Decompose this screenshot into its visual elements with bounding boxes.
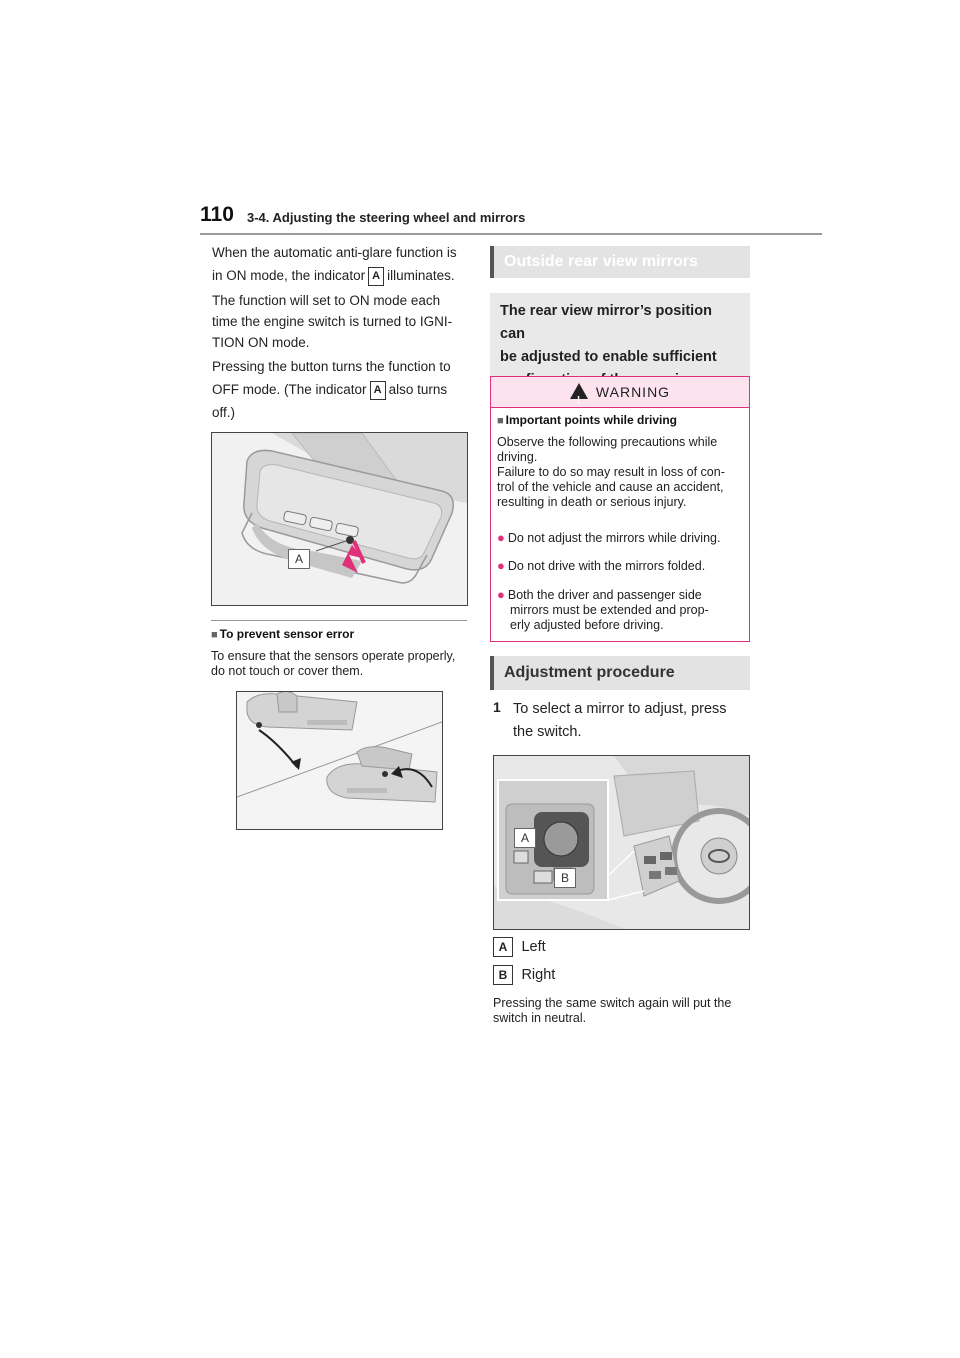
inside-mirror-illustration [212,433,467,605]
warning-header: !WARNING [491,377,749,408]
neutral-note: Pressing the same switch again will put the switch in neutral. [493,996,732,1025]
inside-mirror-figure [211,432,468,606]
figure-label-b: B [554,868,576,888]
anti-glare-paragraph-3: Pressing the button turns the function to OFF mode. (The indicator A also turns off.) [212,359,451,420]
adjustment-procedure-title: Adjustment procedure [490,656,750,690]
section-divider [211,620,467,621]
sensor-body: To ensure that the sensors operate properly, do not touch or cover them. [211,649,456,678]
legend-text-left: Left [521,939,546,955]
page-number: 110 [200,203,234,226]
indicator-a-marker: A [370,381,386,400]
indicator-a-marker: A [368,267,384,286]
figure-label-a: A [288,549,310,569]
legend-key-a: A [493,937,513,957]
section-title: 3-4. Adjusting the steering wheel and mirrors [247,210,526,225]
header-divider [200,233,822,235]
step-1: 1 To select a mirror to adjust, press the switch. [493,699,727,740]
legend-left [493,936,748,959]
warning-box [490,376,750,642]
anti-glare-paragraph-1: When the automatic anti-glare function is in ON mode, the indicator A illuminates. [212,241,472,287]
sensor-figure [236,691,443,830]
legend-text-right: Right [521,967,556,983]
anti-glare-paragraph-2: The function will set to ON mode each time the engine switch is turned to IGNI- TION ON mode. [212,293,453,350]
warning-bullet-3: ● Both the driver and passenger side mirrors must be extended and prop- erly adjusted before driving. [497,587,709,632]
figure-label-a: A [514,828,536,848]
warning-body: Observe the following precautions while driving. Failure to do so may result in loss of con- trol of the vehicle and cause an accident, resulting in death or serious injury. [497,435,725,509]
mirror-switch-figure [493,755,750,930]
warning-bullet-2: ● Do not drive with the mirrors folded. [497,558,706,573]
step-number: 1 [493,699,501,715]
outside-mirrors-lead: The rear view mirror’s position can be adjusted to enable sufficient [490,293,750,399]
warning-icon [570,383,588,399]
legend-key-b: B [493,965,513,985]
sensor-heading: ■ To prevent sensor error [211,627,355,641]
warning-heading: ■ Important points while driving [497,413,677,427]
outside-mirrors-title: Outside rear view mirrors [490,246,750,278]
warning-bullet-1: ● Do not adjust the mirrors while driving. [497,530,721,545]
sensor-illustration [237,692,442,829]
legend-right [493,964,748,987]
